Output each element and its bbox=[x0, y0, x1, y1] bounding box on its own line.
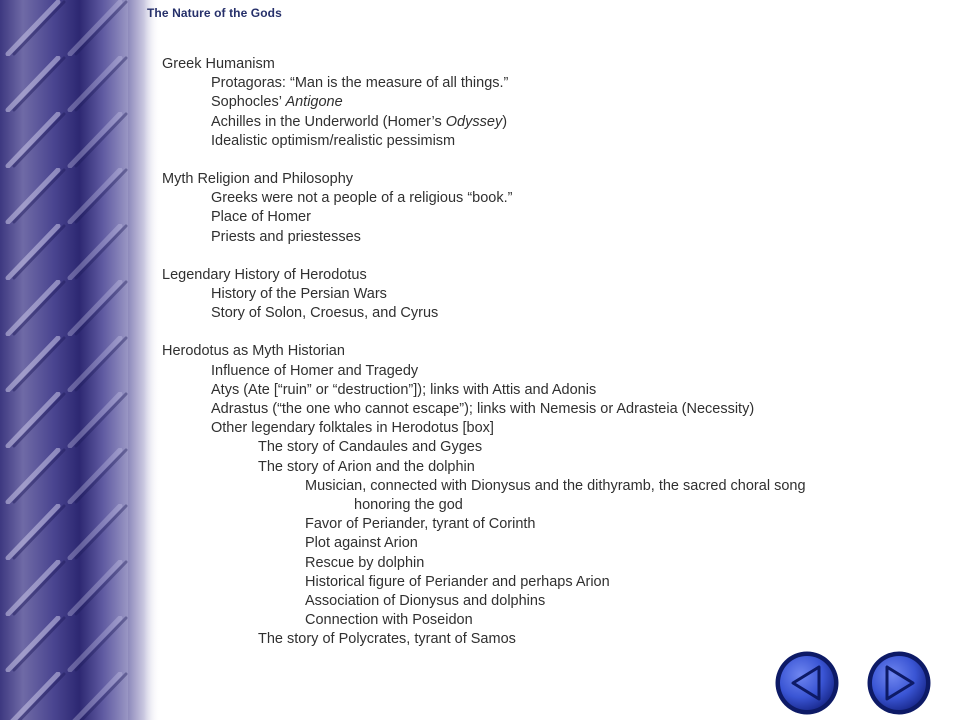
section-heading-myth-historian: Herodotus as Myth Historian bbox=[162, 343, 345, 360]
outline-subitem: The story of Polycrates, tyrant of Samos bbox=[258, 631, 516, 648]
decorative-sidebar bbox=[0, 0, 160, 720]
outline-item-text: Achilles in the Underworld (Homer’s bbox=[211, 113, 446, 130]
outline-subsubitem: Rescue by dolphin bbox=[305, 554, 425, 571]
outline-item: Adrastus (“the one who cannot escape”); links with Nemesis or Adrasteia (Necessity) bbox=[211, 401, 755, 418]
page-title: The Nature of the Gods bbox=[147, 6, 282, 20]
section-spacer bbox=[162, 247, 942, 266]
outline-subitem: The story of Arion and the dolphin bbox=[258, 458, 475, 475]
outline-item: Protagoras: “Man is the measure of all things.” bbox=[211, 75, 509, 92]
outline-continuation: honoring the god bbox=[354, 497, 463, 514]
section-spacer bbox=[162, 151, 942, 170]
section-heading-myth-religion: Myth Religion and Philosophy bbox=[162, 171, 354, 188]
outline-item: Influence of Homer and Tragedy bbox=[211, 362, 419, 379]
outline-subsubitem: Connection with Poseidon bbox=[305, 612, 473, 629]
outline-item: History of the Persian Wars bbox=[211, 286, 387, 303]
outline-item-text: ) bbox=[502, 113, 508, 130]
triangle-right-icon bbox=[866, 650, 932, 716]
outline-item: Idealistic optimism/realistic pessimism bbox=[211, 132, 456, 149]
next-slide-button[interactable] bbox=[866, 650, 932, 716]
outline-subitem: The story of Candaules and Gyges bbox=[258, 439, 483, 456]
outline-subsubitem: Favor of Periander, tyrant of Corinth bbox=[305, 516, 536, 533]
outline-subsubitem: Musician, connected with Dionysus and the dithyramb, the sacred choral song bbox=[305, 477, 806, 494]
outline-item bbox=[162, 93, 942, 112]
outline-item: Atys (Ate [“ruin” or “destruction”]); links with Attis and Adonis bbox=[211, 381, 597, 398]
outline-item: Greeks were not a people of a religious “book.” bbox=[211, 190, 513, 207]
previous-slide-button[interactable] bbox=[774, 650, 840, 716]
outline-subsubitem: Historical figure of Periander and perhaps Arion bbox=[305, 573, 610, 590]
outline-subsubitem: Association of Dionysus and dolphins bbox=[305, 593, 546, 610]
outline-item-title: Antigone bbox=[285, 94, 343, 111]
section-heading-greek-humanism: Greek Humanism bbox=[162, 56, 275, 72]
section-spacer bbox=[162, 323, 942, 342]
outline-item bbox=[162, 113, 942, 132]
outline-subsubitem: Plot against Arion bbox=[305, 535, 418, 552]
triangle-left-icon bbox=[774, 650, 840, 716]
outline-item: Story of Solon, Croesus, and Cyrus bbox=[211, 305, 439, 322]
outline-content bbox=[162, 55, 942, 650]
outline-item: Place of Homer bbox=[211, 209, 311, 226]
outline-item: Other legendary folktales in Herodotus [box] bbox=[211, 420, 494, 437]
outline-item: Priests and priestesses bbox=[211, 228, 361, 245]
outline-item-title: Odyssey bbox=[445, 113, 503, 130]
section-heading-legendary-history: Legendary History of Herodotus bbox=[162, 266, 367, 283]
outline-item-text: Sophocles’ bbox=[211, 94, 286, 111]
